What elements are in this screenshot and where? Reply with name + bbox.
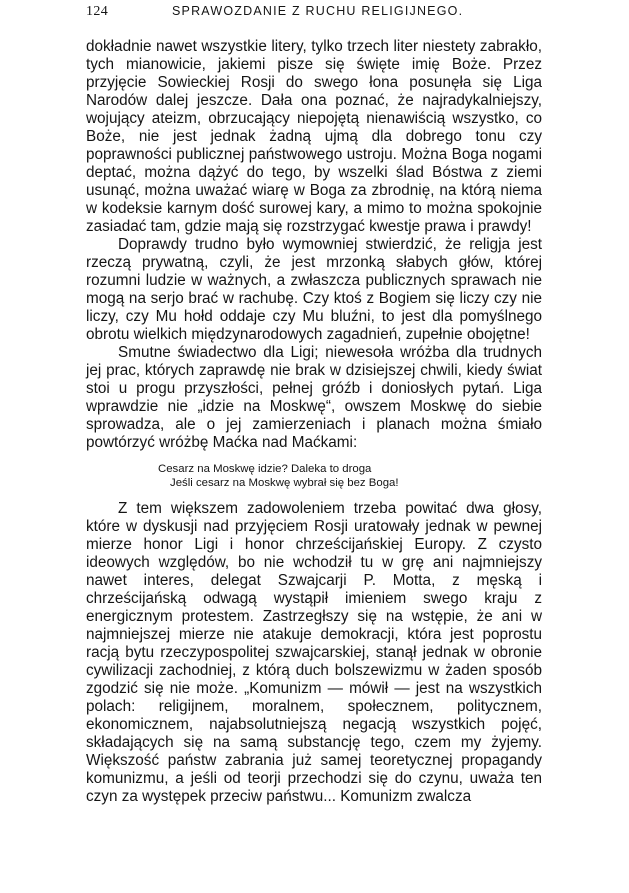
paragraph-3: Smutne świadectwo dla Ligi; niewesoła wróżba dla trudnych jej prac, których zaprawdę nie brak w dzisiejszej chwili, kiedy świat stoi u progu przyszłości, pełnej gróźb i doniosłych pytań. Liga wprawdzie nie „idzie na Moskwę“, owszem Moskwę do siebie sprowadza, ale o jej zamierzeniach i planach można śmiało powtórzyć wróżbę Maćka nad Maćkami:	[86, 344, 542, 451]
body-text	[86, 38, 542, 806]
poem-line-1: Cesarz na Moskwę idzie? Daleka to droga	[158, 463, 372, 475]
running-title: SPRAWOZDANIE Z RUCHU RELIGIJNEGO.	[172, 4, 464, 18]
page-number: 124	[86, 4, 109, 19]
paragraph-1: dokładnie nawet wszystkie litery, tylko trzech liter niestety zabrakło, tych mianowicie, jakiemi pisze się święte imię Boże. Przez przyjęcie Sowieckiej Rosji do swego łona posunęła się Liga Narodów dalej jeszcze. Dała ona poznać, że najradykalniejszy, wojujący ateizm, obrzucający niepojętą nienawiścią wszystko, co Boże, nie jest jednak żadną ujmą dla dobrego tonu czy poprawności publicznej państwowego ustroju. Można Boga nogami deptać, można dążyć do tego, by wszelki ślad Bóstwa z ziemi usunąć, można uważać wiarę w Boga za zbrodnię, na którą niema w kodeksie karnym dość surowej kary, a mimo to można spokojnie zasiadać tam, gdzie mają się rozstrzygać kwestje prawa i prawdy!	[86, 38, 542, 235]
page-header	[86, 4, 542, 24]
poem-line-2: Jeśli cesarz na Moskwę wybrał się bez Boga!	[170, 477, 399, 489]
paragraph-4: Z tem większem zadowoleniem trzeba powitać dwa głosy, które w dyskusji nad przyjęciem Rosji uratowały jednak w pewnej mierze honor Ligi i honor chrześcijańskiej Europy. Z czysto ideowych względów, bo nie wchodził tu w grę ani najmniejszy nawet interes, delegat Szwajcarji P. Motta, z męską i chrześcijańską odwagą wystąpił imieniem swego kraju z energicznym protestem. Zastrzegłszy się na wstępie, że ani w najmniejszej mierze nie atakuje demokracji, która jest poprostu racją bytu rzeczypospolitej szwajcarskiej, stanął jednak w obronie cywilizacji zachodniej, z którą duch bolszewizmu w żaden sposób zgodzić się nie może. „Komunizm — mówił — jest na wszystkich polach: religijnem, moralnem, społecznem, politycznem, ekonomicznem, najabsolutniejszą negacją wszystkich pojęć, składających się na samą substancję tego, czem my żyjemy. Większość państw zabrania już samej teoretycznej propagandy komunizmu, a jeśli od teorji przechodzi się do czynu, uważa ten czyn za występek przeciw państwu... Komunizm zwalcza	[86, 500, 542, 805]
poem-quote	[158, 462, 542, 490]
book-page	[86, 4, 542, 806]
paragraph-2: Doprawdy trudno było wymowniej stwierdzić, że religja jest rzeczą prywatną, czyli, że jest mrzonką słabych głów, której rozumni ludzie w ważnych, a zwłaszcza publicznych sprawach nie mogą na serjo brać w rachubę. Czy ktoś z Bogiem się liczy czy nie liczy, czy Mu hołd oddaje czy Mu bluźni, to jest dla pomyślnego obrotu wielkich międzynarodowych zagadnień, zupełnie obojętne!	[86, 236, 542, 343]
